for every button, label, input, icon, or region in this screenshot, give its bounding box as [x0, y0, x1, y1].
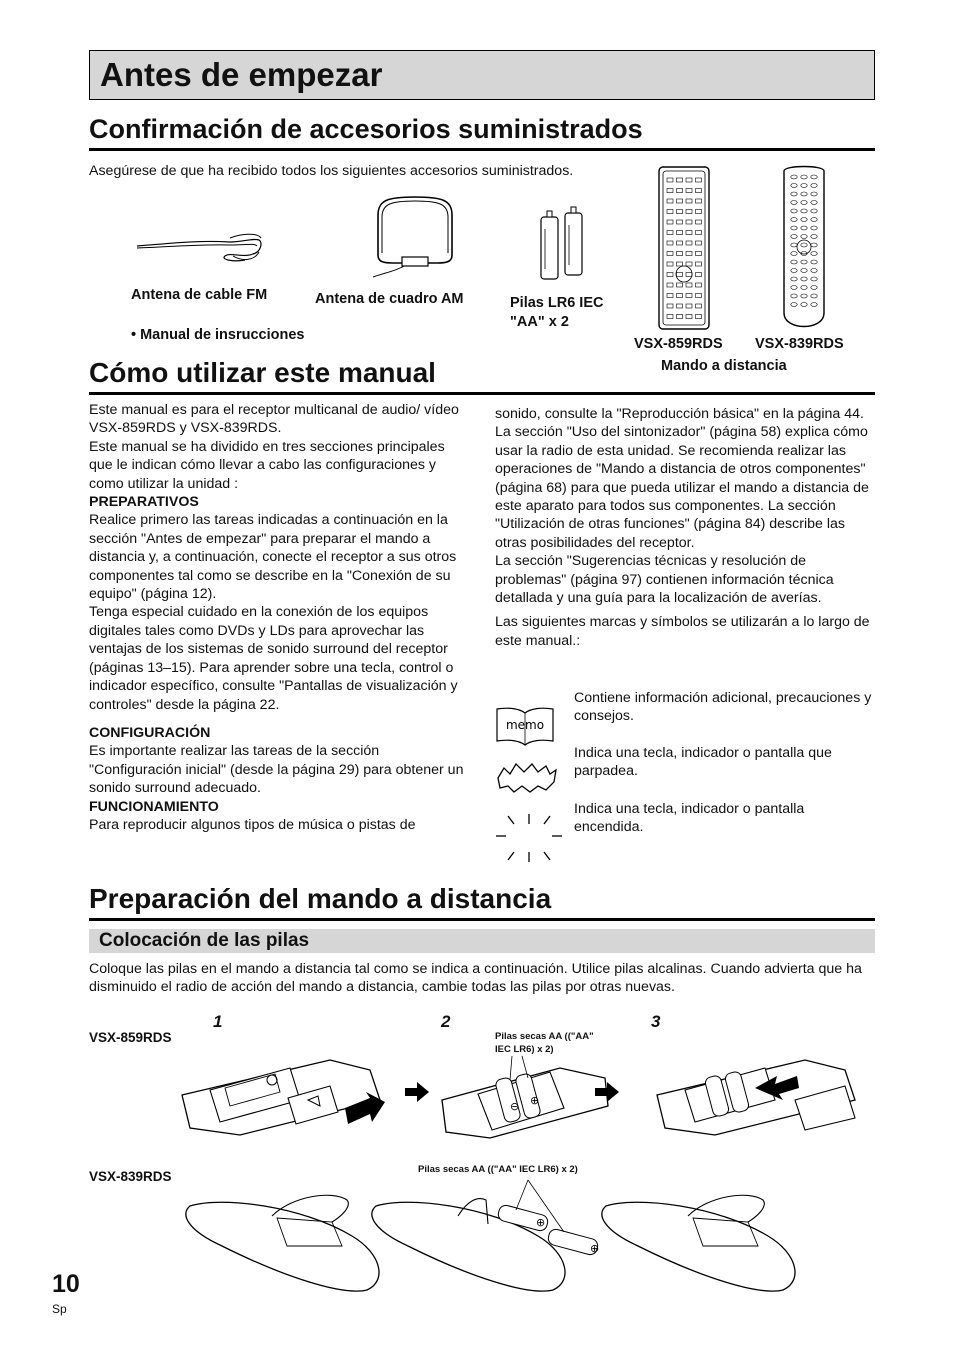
- vsx839-close-cover-illustration: [598, 1186, 803, 1296]
- funcionamiento-text: Para reproducir algunos tipos de música o pistas de: [89, 816, 416, 833]
- heading-preparativos: PREPARATIVOS: [89, 494, 199, 511]
- memo-book-icon: [494, 705, 556, 747]
- label-am-antenna: Antena de cuadro AM: [315, 291, 464, 307]
- remote-control-vsx859rds-illustration: [658, 166, 710, 330]
- aa-batteries-illustration: [538, 207, 590, 282]
- fm-antenna-illustration: [135, 230, 265, 270]
- configuracion-text: Es importante realizar las tareas de la sección "Configuración inicial" (desde la página 29) para obtener un sonido surround adecuado.: [89, 743, 464, 797]
- am-loop-antenna-illustration: [368, 195, 463, 280]
- battery-note-839: Pilas secas AA (("AA" IEC LR6) x 2): [418, 1164, 578, 1175]
- manual-left-column: [89, 401, 469, 834]
- arrow-right-icon: [594, 1080, 620, 1104]
- svg-text:⊕: ⊕: [590, 1242, 600, 1255]
- manual-intro: Este manual es para el receptor multicanal de audio/ vídeo VSX-859RDS y VSX-839RDS.: [89, 402, 459, 437]
- preparativos-text-1: Realice primero las tareas indicadas a continuación en la sección "Antes de empezar" para preparar el mando a distancia y, a continuación, conecte el receptor a sus otros componentes tal como se describe en la "Conexión de su equipo" (página 12).: [89, 512, 457, 603]
- language-code: Sp: [52, 1302, 67, 1316]
- manual-intro-2: Este manual se ha dividido en tres secciones principales que le indican cómo llevar a cabo las configuraciones y como utilizar la unidad :: [89, 438, 445, 492]
- svg-text:⊕: ⊕: [530, 1094, 540, 1107]
- preparativos-text-2: Tenga especial cuidado en la conexión de los equipos digitales tales como DVDs y LDs para aprovechar las ventajas de los sistemas de sonido surround del receptor (páginas 13–15). Para aprender sobre una tecla, control o indicador específico, consulte "Pantallas de visualización y controles" desde la página 22.: [89, 604, 458, 713]
- section-heading-how-to-use: Cómo utilizar este manual: [89, 356, 875, 395]
- step-number-3: 3: [651, 1012, 661, 1031]
- heading-configuracion: CONFIGURACIÓN: [89, 724, 211, 741]
- step2-insert-batteries-illustration: [440, 1050, 610, 1140]
- svg-text:⊕: ⊕: [536, 1216, 546, 1229]
- step3-close-cover-illustration: [655, 1040, 865, 1140]
- blinking-description: Indica una tecla, indicador o pantalla que parpadea.: [574, 745, 832, 780]
- accessories-intro: Asegúrese de que ha recibido todos los siguientes accesorios suministrados.: [89, 163, 574, 179]
- step1-open-cover-illustration: [180, 1040, 390, 1140]
- battery-note-line2: IEC LR6) x 2): [495, 1044, 554, 1055]
- memo-icon-label: memo: [505, 718, 545, 732]
- section-heading-remote-prep: Preparación del mando a distancia: [89, 882, 875, 921]
- label-manual: • Manual de insrucciones: [131, 327, 305, 343]
- label-remote-caption: Mando a distancia: [661, 358, 787, 374]
- page-title: Antes de empezar: [89, 50, 875, 100]
- subheading-batteries: Colocación de las pilas: [89, 929, 875, 953]
- label-fm-antenna: Antena de cable FM: [131, 287, 268, 303]
- label-model-vsx859rds: VSX-859RDS: [89, 1030, 172, 1045]
- label-model-vsx839rds: VSX-839RDS: [89, 1169, 172, 1184]
- blinking-indicator-icon: [494, 760, 558, 794]
- vsx839-insert-batteries-illustration: [368, 1180, 618, 1300]
- battery-note-line1: Pilas secas AA (("AA": [495, 1031, 594, 1042]
- label-batteries-line1: Pilas LR6 IEC: [510, 295, 604, 311]
- step-number-2: 2: [441, 1012, 451, 1031]
- heading-funcionamiento: FUNCIONAMIENTO: [89, 798, 219, 815]
- svg-text:⊖: ⊖: [510, 1100, 520, 1113]
- page-number: 10: [52, 1270, 80, 1298]
- vsx839-open-cover-illustration: [182, 1186, 387, 1296]
- label-remote-vsx859rds: VSX-859RDS: [634, 336, 723, 352]
- manual-right-column: [495, 405, 875, 650]
- step-number-1: 1: [213, 1012, 223, 1031]
- lit-indicator-icon: [494, 812, 564, 864]
- memo-description: Contiene información adicional, precauciones y consejos.: [574, 690, 872, 725]
- lit-description: Indica una tecla, indicador o pantalla encendida.: [574, 801, 805, 836]
- arrow-right-icon: [404, 1080, 430, 1104]
- manual-col2-para-2: La sección "Sugerencias técnicas y resolución de problemas" (página 97) contienen información técnica detallada y una guía para la localización de averías.: [495, 553, 834, 607]
- label-remote-vsx839rds: VSX-839RDS: [755, 336, 844, 352]
- manual-col2-para-3: Las siguientes marcas y símbolos se utilizarán a lo largo de este manual.:: [495, 614, 870, 649]
- label-batteries-line2: "AA" x 2: [510, 314, 569, 330]
- remote-control-vsx839rds-illustration: [780, 163, 828, 331]
- section-heading-accessories: Confirmación de accesorios suministrados: [89, 112, 875, 151]
- batteries-intro: Coloque las pilas en el mando a distancia tal como se indica a continuación. Utilice pilas alcalinas. Cuando advierta que ha disminuido el radio de acción del mando a distancia, cambie todas las pilas por otras nuevas.: [89, 961, 862, 996]
- manual-col2-para-1: sonido, consulte la "Reproducción básica" en la página 44. La sección "Uso del sintonizador" (página 58) explica cómo usar la radio de esta unidad. Se recomienda realizar las operaciones de "Mando a distancia de otros componentes" (página 68) para que pueda utilizar el mando a distancia de este aparato para todos sus componentes. La sección "Utilización de otras funciones" (página 84) describe las otras posibilidades del receptor.: [495, 406, 869, 551]
